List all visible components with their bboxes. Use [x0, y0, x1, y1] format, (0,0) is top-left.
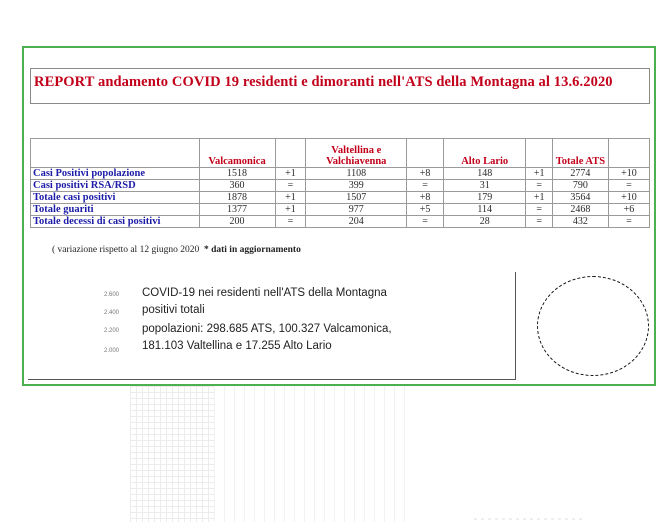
header-delta-cell: [407, 139, 444, 168]
row-label: Casi positivi RSA/RSD: [31, 180, 200, 192]
y-tick-label: 2.000: [104, 348, 120, 354]
row-label: Totale guariti: [31, 204, 200, 216]
cell-value: 790: [553, 180, 609, 192]
cell-value: 179: [444, 192, 526, 204]
cell-delta: +6: [608, 204, 649, 216]
cell-delta: +10: [608, 168, 649, 180]
chart-caption-line: COVID-19 nei residenti nell'ATS della Montagna: [142, 287, 387, 299]
table-row: [31, 168, 650, 180]
covid-data-table: [30, 138, 650, 228]
cell-delta: +8: [407, 168, 444, 180]
y-tick-label: 2.400: [104, 310, 120, 316]
cell-delta: +1: [275, 204, 306, 216]
table-row: [31, 180, 650, 192]
cell-value: 31: [444, 180, 526, 192]
cell-delta: =: [526, 204, 553, 216]
cell-delta: =: [407, 216, 444, 228]
cell-delta: =: [608, 180, 649, 192]
table-row: [31, 216, 650, 228]
row-label: Totale decessi di casi positivi: [31, 216, 200, 228]
chart-caption-line: positivi totali: [142, 304, 205, 316]
cell-value: 399: [306, 180, 407, 192]
row-label: Casi Positivi popolazione: [31, 168, 200, 180]
cell-value: 1507: [306, 192, 407, 204]
header-delta-cell: [608, 139, 649, 168]
cell-delta: =: [526, 216, 553, 228]
cell-value: 3564: [553, 192, 609, 204]
cell-value: 1377: [199, 204, 275, 216]
table-footnote: [52, 245, 301, 255]
header-valcamonica: Valcamonica: [199, 139, 275, 168]
dashed-ellipse: [537, 276, 649, 376]
y-tick-label: 2.600: [104, 292, 120, 298]
cell-delta: +1: [526, 192, 553, 204]
cell-delta: =: [608, 216, 649, 228]
cell-delta: +1: [275, 168, 306, 180]
cell-delta: =: [275, 216, 306, 228]
table-header-row: [31, 139, 650, 168]
cell-value: 200: [199, 216, 275, 228]
cell-value: 148: [444, 168, 526, 180]
cell-delta: =: [526, 180, 553, 192]
report-title: REPORT andamento COVID 19 residenti e dimoranti nell'ATS della Montagna al 13.6.2020: [34, 74, 613, 90]
cell-delta: +1: [526, 168, 553, 180]
footnote-bold: * dati in aggiornamento: [203, 245, 301, 255]
footnote-text: ( variazione rispetto al 12 giugno 2020: [52, 245, 200, 255]
table-row: [31, 192, 650, 204]
cell-value: 2774: [553, 168, 609, 180]
header-delta-cell: [526, 139, 553, 168]
background-grid: [214, 386, 414, 522]
header-alto-lario: Alto Lario: [444, 139, 526, 168]
row-label: Totale casi positivi: [31, 192, 200, 204]
cell-value: 114: [444, 204, 526, 216]
cell-delta: +8: [407, 192, 444, 204]
cell-delta: +1: [275, 192, 306, 204]
chart-caption-line: 181.103 Valtellina e 17.255 Alto Lario: [142, 340, 332, 352]
cell-value: 1108: [306, 168, 407, 180]
cell-value: 2468: [553, 204, 609, 216]
cell-delta: +10: [608, 192, 649, 204]
cell-delta: =: [275, 180, 306, 192]
cell-value: 1518: [199, 168, 275, 180]
header-delta-cell: [275, 139, 306, 168]
cell-value: 1878: [199, 192, 275, 204]
y-tick-label: 2.200: [104, 328, 120, 334]
cell-value: 432: [553, 216, 609, 228]
cell-delta: +5: [407, 204, 444, 216]
header-totale-ats: Totale ATS: [553, 139, 609, 168]
chart-caption-line: popolazioni: 298.685 ATS, 100.327 Valcamonica,: [142, 323, 392, 335]
cell-value: 360: [199, 180, 275, 192]
header-empty-cell: [31, 139, 200, 168]
faint-artifact: [474, 516, 584, 522]
cell-value: 977: [306, 204, 407, 216]
cell-value: 204: [306, 216, 407, 228]
cell-value: 28: [444, 216, 526, 228]
background-grid: [130, 386, 214, 522]
table-row: [31, 204, 650, 216]
cell-delta: =: [407, 180, 444, 192]
header-valtellina: Valtellina e Valchiavenna: [306, 139, 407, 168]
